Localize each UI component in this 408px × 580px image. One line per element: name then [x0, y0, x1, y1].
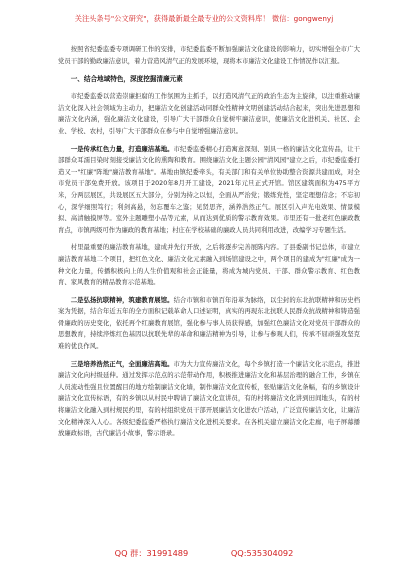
footer-qq-number: QQ:535304092 [230, 548, 294, 558]
paragraph-text: 市纪委监委精心打造寓意深刻、别具一格的廉洁文化宣传品，让干部群众耳濡目染时刻接受廉洁文化的熏陶和教育。围绕廉洁文化主题公园"清风园"建立之后，市纪委监委打造又一"红廉"阵地"廉洁教育基地"。基地由镇纪委牵头，有关部门和有关单位协助整合资源共建而成，对全市党员干部免费开放。该项目于2020年8月开工建设，2021年元旦正式开馆。馆区建筑面积为475平方米，分两层展区，共设展区五大部分，分别为持之以恒，全面从严治党；锻练党性，坚定理想信念；不忘初心，深学细照笃行；利剑高悬，勿忘覆车之鉴；见贤思齐，涵养浩然正气。展区引入声光电效果、情景模拟、高清触摸屏等。室外主题雕塑小品等元素，从而达到优质的警示教育效果。市里还有一批老红色廉政教育点，市镇两级可作为廉政的教育基地；村庄在学校基础的廉政人员共同利用改进，改编学习专题生活。 [58, 145, 360, 234]
body-paragraph [58, 44, 360, 67]
body-paragraph [58, 91, 360, 137]
paragraph-text: 村里最重要的廉洁教育基地，建成并先行开放，之后将逐步完善展陈内容。了县委副书记总体，市建立廉洁教育基地二个项目，把红色文化、廉洁文化元素融入到场馆建设之中，两个项目的建成为"红廉"成为一种文化力量，传播积极向上的人生价值观和社会正能量，将成为城内党员、干部、群众警示教育、红色教育、家风教育的精品教育示范基地。 [58, 244, 360, 287]
body-paragraph [58, 359, 360, 440]
section-heading: 一、结合地域特色，深度挖掘清廉元素 [70, 75, 183, 84]
document-body [58, 44, 360, 446]
paragraph-text: 按照省纪委监委专项调研工作的安排，市纪委监委不断加强廉洁文化建设的影响力，切实增强全市广大党员干部的勤政廉洁意识，着力营造风清气正的发展环境，现将本市廉洁文化建设工作情况作以汇报。 [58, 46, 360, 65]
paragraph-lead: 三是培养浩然正气，全面廉洁高地。 [70, 360, 174, 368]
body-paragraph [58, 295, 360, 353]
paragraph-lead: 二是弘扬抗联精神，筑建教育展馆。 [70, 296, 174, 304]
paragraph-text: 市为大力宣传廉洁文化，每个乡镇打造一个廉洁文化示范点，推进廉洁文化向村级延伸。通过发挥示范点的示范带动作用，积极推进廉洁文化和基层治理的融合工作，乡镇在人员流动性强且位置醒目的地方绘制廉洁文化墙，制作廉洁文化宣传板，张贴廉洁文化条幅，有的乡镇设计廉洁文化宣传标语，有的乡镇以从村民中聘请了廉洁文化宣讲员，有的村将廉洁文化讲到田间地头，有的村将廉洁文化融入到村规民约里，有的村组织党员干部开展廉洁文化进农户活动，广泛宣传廉洁文化，让廉洁文化精神深入人心。各级纪委监委严格执行廉洁文化进机关要求。在各机关建立廉洁文化走廊，电子屏幕播放廉政标语，古代廉洁小故事，警示语录。 [58, 360, 360, 438]
paragraph-text: 结合市镇和市镇百年沿革为脉络，以尘封的东北抗联精神和历史档案为凭据，结合年近五年的全方面积记载革命人口述证明，真实的再现东北抗联人民群众抗战精神和铸造强骨廉政的历史变化，依托再个红廉教育展馆，强化参与事人员获得感，加强红色廉洁文化对党员干部群众的思想教育，持续淬炼红色基因以抗联先辈的革命和廉洁精神为引导，让参与参观人们，传承不屈顽强攻坚克难的优良作风。 [58, 296, 360, 351]
footer-qq-group: QQ 群：31991489 [114, 548, 189, 558]
paragraph-lead: 一是传承红色力量，打造廉洁基地。 [70, 145, 174, 153]
promo-header: 关注头条号"公文研究"，获得最新最全最专业的公文资料库！ 微信：gongwenyj [74, 14, 334, 23]
body-paragraph [58, 144, 360, 237]
body-paragraph [58, 242, 360, 288]
paragraph-text: 市纪委监委以营造崇廉拒腐的工作氛围为主抓手，以打造风清气正的政治生态为主旋律，以注重推动廉洁文化深入社会领域为主动力，把廉洁文化创建活动同群众性精神文明创建活动结合起来，突出先进思想和廉洁文化内涵，强化廉洁文化建设，引导广大干部群众自觉树牢廉洁意识，使廉洁文化进机关、社区、企业、学校、农村，引导广大干部群众在参与中自觉增强廉洁意识。 [58, 93, 360, 135]
footer-contacts [0, 548, 408, 559]
